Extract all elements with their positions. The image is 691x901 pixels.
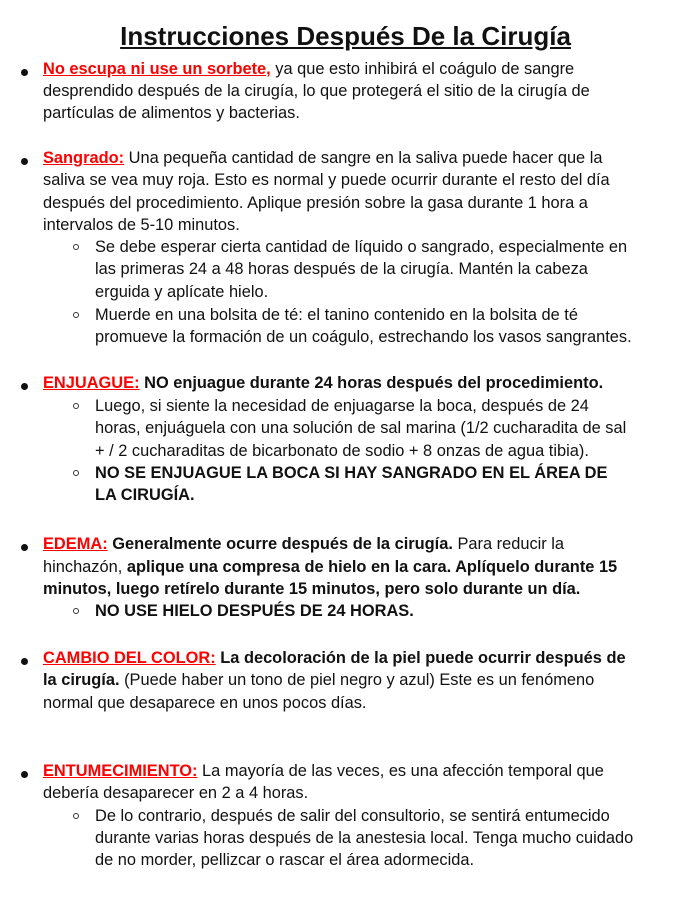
item-text: hinchazón, [43,558,127,576]
sub-bullet-icon [73,608,79,614]
item-text: partículas de alimentos y bacterias. [43,104,300,122]
item-text: normal que desaparece en unos pocos días. [43,694,367,712]
sub-item-text: Se debe esperar cierta cantidad de líquido o sangrado, especialmente en [95,238,628,256]
item-text: NO enjuague durante 24 horas después del procedimiento. [139,374,604,392]
item-text: Para reducir la [452,535,565,553]
bullet-icon [21,658,28,665]
item-text: La decoloración de la piel puede ocurrir después de [215,649,626,667]
sub-item-text: LA CIRUGÍA. [95,486,195,504]
item-text: intervalos de 5-10 minutos. [43,216,240,234]
item-text: debería desaparecer en 2 a 4 horas. [43,784,309,802]
sub-item-text: NO USE HIELO DESPUÉS DE 24 HORAS. [95,602,414,620]
item-label: EDEMA: [43,535,108,553]
item-text: La mayoría de las veces, es una afección temporal que [197,762,604,780]
sub-bullet-icon [73,244,79,250]
sub-item-text: promueve la formación de un coágulo, estrechando los vasos sangrantes. [95,328,632,346]
bullet-icon [21,69,28,76]
bullet-icon [21,771,28,778]
item-label: ENJUAGUE: [43,374,140,392]
sub-item-text: + / 2 cucharaditas de bicarbonato de sodio + 8 onzas de agua tibia). [95,442,589,460]
item-text: Una pequeña cantidad de sangre en la saliva puede hacer que la [124,149,603,167]
bullet-icon [21,544,28,551]
sub-bullet-icon [73,813,79,819]
sub-item-text: las primeras 24 a 48 horas después de la cirugía. Mantén la cabeza [95,260,588,278]
item-label: ENTUMECIMIENTO: [43,762,198,780]
sub-bullet-icon [73,403,79,409]
item-text: después del procedimiento. Aplique presión sobre la gasa durante 1 hora a [43,194,588,212]
item-text: minutos, luego retírelo durante 15 minutos, pero solo durante un día. [43,580,581,598]
sub-item-text: Luego, si siente la necesidad de enjuagarse la boca, después de 24 [95,397,589,415]
item-text: ya que esto inhibirá el coágulo de sangre [270,60,575,78]
sub-item-text: NO SE ENJUAGUE LA BOCA SI HAY SANGRADO EN EL ÁREA DE [95,464,608,482]
item-text: saliva se vea muy roja. Esto es normal y puede ocurrir durante el resto del día [43,171,610,189]
sub-item-text: de no morder, pellizcar o rascar el área adormecida. [95,851,474,869]
item-label: Sangrado: [43,149,125,167]
item-text: (Puede haber un tono de piel negro y azul) Este es un fenómeno [119,671,595,689]
item-label: CAMBIO DEL COLOR: [43,649,216,667]
item-text: desprendido después de la cirugía, lo que protegerá el sitio de la cirugía de [43,82,590,100]
sub-item-text: De lo contrario, después de salir del consultorio, se sentirá entumecido [95,807,610,825]
item-text: aplique una compresa de hielo en la cara. Aplíquelo durante 15 [126,558,618,576]
sub-item-text: erguida y aplícate hielo. [95,283,269,301]
item-label: No escupa ni use un sorbete, [43,60,271,78]
sub-item-text: horas, enjuáguela con una solución de sal marina (1/2 cucharadita de sal [95,419,627,437]
bullet-icon [21,383,28,390]
sub-bullet-icon [73,312,79,318]
sub-item-text: Muerde en una bolsita de té: el tanino contenido en la bolsita de té [95,306,578,324]
sub-item-text: durante varias horas después de la anestesia local. Tenga mucho cuidado [95,829,634,847]
page-title: Instrucciones Después De la Cirugía [120,21,571,51]
bullet-icon [21,158,28,165]
item-text: la cirugía. [43,671,120,689]
sub-bullet-icon [73,470,79,476]
item-text: Generalmente ocurre después de la cirugía. [107,535,453,553]
